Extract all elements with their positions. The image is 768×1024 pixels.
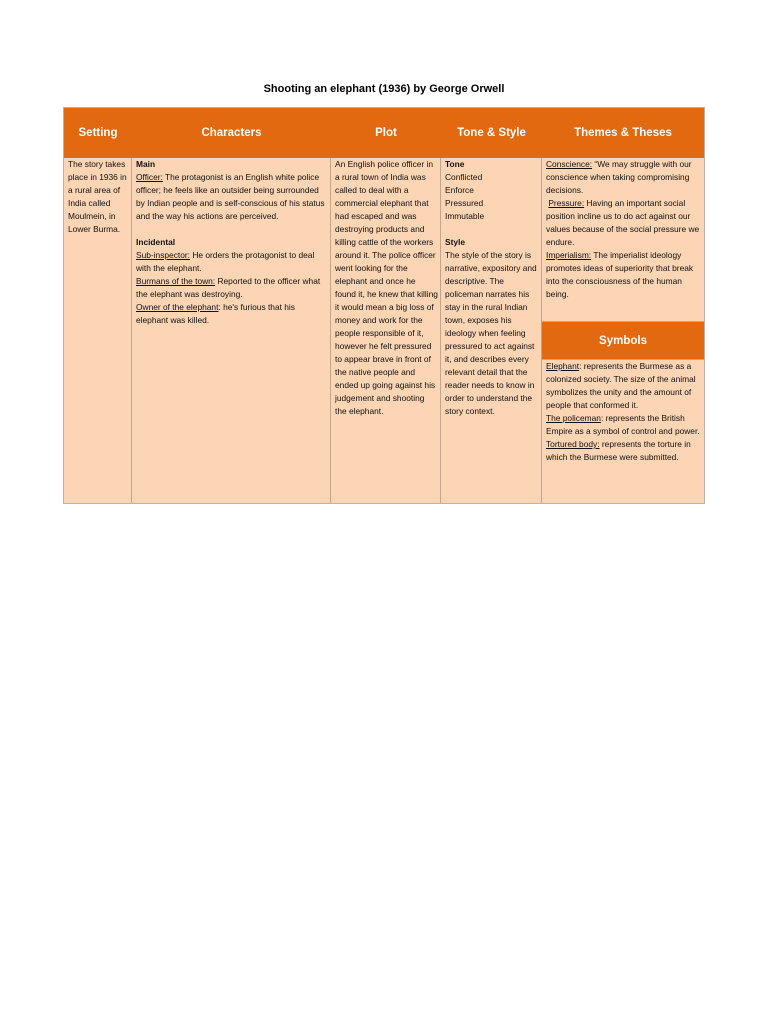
tortured-label: Tortured body: — [546, 439, 600, 449]
tone-style-cell — [441, 158, 542, 503]
characters-incidental-heading: Incidental — [136, 237, 176, 247]
header-plot: Plot — [331, 108, 441, 158]
column-divider — [440, 158, 441, 503]
setting-cell — [64, 158, 132, 503]
tone-item: Immutable — [445, 211, 485, 221]
imperialism-text: The imperialist ideology promotes ideas of superiority that break into the consciousness of the human being. — [546, 250, 694, 299]
burmans-label: Burmans of the town: — [136, 276, 216, 286]
setting-text: The story takes place in 1936 in a rural area of India called Moulmein, in Lower Burma. — [68, 159, 127, 234]
burmans-text: Reported to the officer what the elephant was destroying. — [136, 276, 321, 299]
plot-text: An English police officer in a rural town of India was called to deal with a commercial elephant that had escaped and was destroying products and killing cattle of the workers around it. The police officer went looking for the elephant and once he found it, he knew that killing it would mean a big loss of money and work for the people responsible of it, however he felt pressured to appear brave in front of the native people and ended up going against his judgement and shooting the elephant. — [335, 159, 438, 416]
elephant-text: : represents the Burmese as a colonized society. The size of the animal symbolizes the unity and the amount of people that conformed it. — [546, 361, 696, 410]
characters-cell — [132, 158, 331, 503]
header-characters: Characters — [132, 108, 331, 158]
header-themes: Themes & Theses — [542, 108, 704, 158]
subinspector-text: He orders the protagonist to deal with the elephant. — [136, 250, 315, 273]
document-title: Shooting an elephant (1936) by George Orwell — [263, 83, 505, 95]
style-heading: Style — [445, 237, 466, 247]
character-officer — [136, 171, 328, 223]
character-subinspector — [136, 249, 328, 275]
tone-item: Conflicted — [445, 172, 483, 182]
column-divider — [541, 158, 542, 503]
subinspector-label: Sub-inspector: — [136, 250, 190, 260]
theme-pressure — [546, 197, 701, 249]
symbol-policeman — [546, 412, 701, 438]
symbols-cell — [542, 360, 704, 503]
elephant-label: Elephant — [546, 361, 580, 371]
tone-heading: Tone — [445, 159, 465, 169]
tortured-text: represents the torture in which the Burmese were submitted. — [546, 439, 691, 462]
row-divider — [542, 359, 704, 360]
owner-label: Owner of the elephant — [136, 302, 219, 312]
symbol-elephant — [546, 360, 701, 412]
conscience-label: Conscience: — [546, 159, 593, 169]
characters-main-heading: Main — [136, 159, 156, 169]
header-tone-style: Tone & Style — [441, 108, 542, 158]
officer-label: Officer: — [136, 172, 163, 182]
imperialism-label: Imperialism: — [546, 250, 592, 260]
summary-table — [63, 107, 705, 504]
row-divider — [542, 321, 704, 322]
character-owner — [136, 301, 328, 327]
header-symbols: Symbols — [542, 322, 704, 360]
column-divider — [131, 158, 132, 503]
tone-item: Enforce — [445, 185, 474, 195]
pressure-text: Having an important social position incline us to do act against our values because of the social pressure we endure. — [546, 198, 700, 247]
policeman-label: The policeman — [546, 413, 601, 423]
policeman-text: : represents the British Empire as a symbol of control and power. — [546, 413, 700, 436]
themes-cell — [542, 158, 704, 322]
theme-imperialism — [546, 249, 701, 301]
tone-item: Pressured — [445, 198, 484, 208]
header-setting: Setting — [64, 108, 132, 158]
conscience-text: “We may struggle with our conscience when taking compromising decisions. — [546, 159, 692, 195]
owner-text: : he's furious that his elephant was killed. — [136, 302, 295, 325]
plot-cell — [331, 158, 441, 503]
symbol-tortured-body — [546, 438, 701, 464]
officer-text: The protagonist is an English white police officer; he feels like an outsider being surrounded by Indian people and is self-conscious of his status and the way his actions are perceived. — [136, 172, 325, 221]
character-burmans — [136, 275, 328, 301]
column-divider — [330, 158, 331, 503]
style-text: The style of the story is narrative, expository and descriptive. The policeman narrates his stay in the rural Indian town, exposes his ideology when feeling pressured to act against it, and describes every relevant detail that the reader needs to know in order to understand the story context. — [445, 250, 537, 416]
pressure-label: Pressure: — [548, 198, 585, 208]
theme-conscience — [546, 158, 701, 197]
